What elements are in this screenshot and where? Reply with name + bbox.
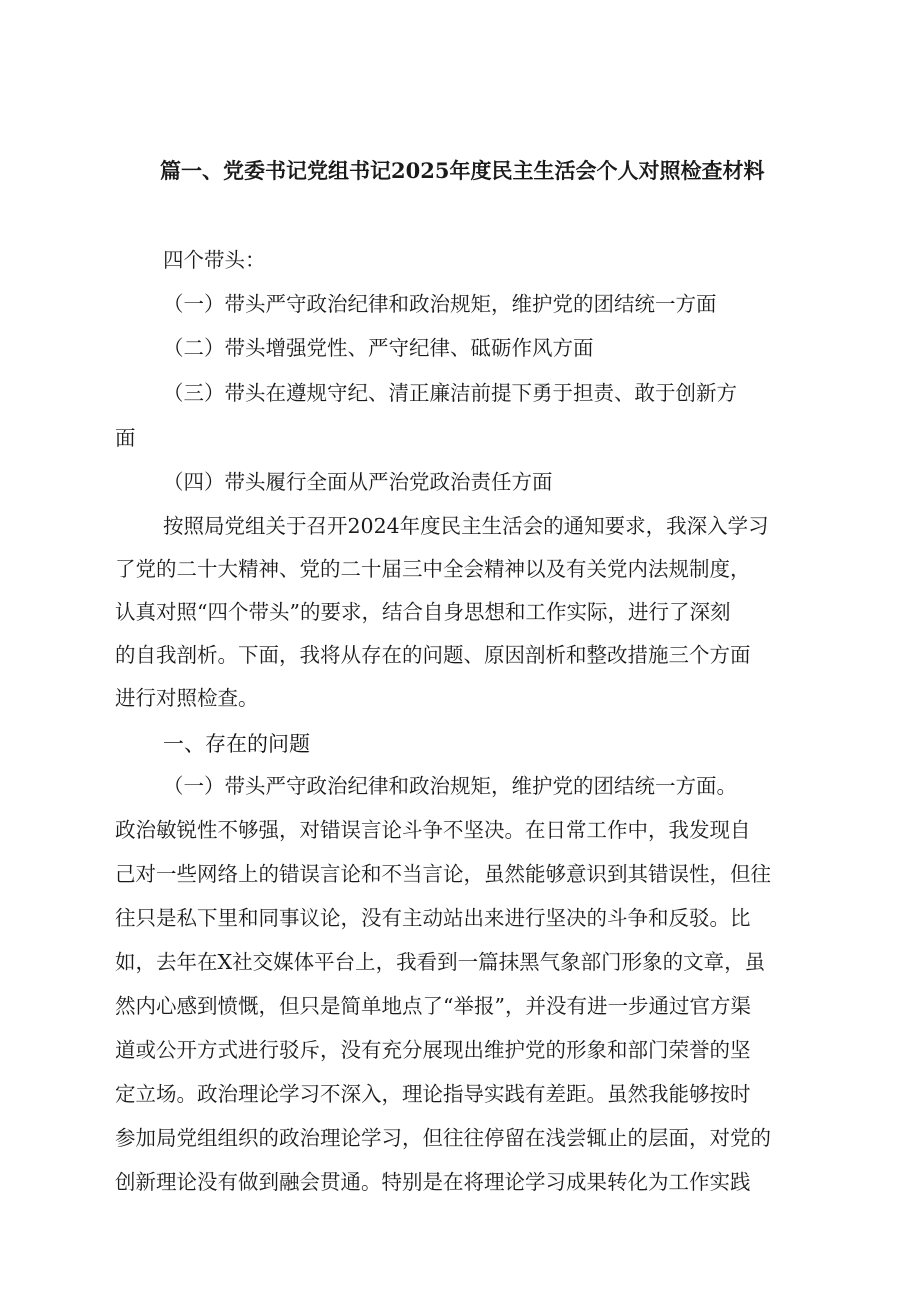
paragraph-line: 进行对照检查。 bbox=[115, 686, 259, 710]
paragraph-line: 认真对照“四个带头”的要求，结合自身思想和工作实际，进行了深刻 bbox=[115, 600, 731, 624]
paragraph-line: 往只是私下里和同事议论，没有主动站出来进行坚决的斗争和反驳。比 bbox=[115, 906, 751, 930]
paragraph-line: 然内心感到愤慨，但只是简单地点了“举报”，并没有进一步通过官方渠 bbox=[115, 994, 751, 1018]
paragraph-line: 的自我剖析。下面，我将从存在的问题、原因剖析和整改措施三个方面 bbox=[115, 643, 751, 667]
list-item-continuation: 面 bbox=[115, 426, 136, 450]
list-item: （一）带头严守政治纪律和政治规矩，维护党的团结统一方面 bbox=[163, 292, 717, 316]
paragraph-line: （一）带头严守政治纪律和政治规矩，维护党的团结统一方面。 bbox=[163, 774, 737, 798]
paragraph-line: 道或公开方式进行驳斥，没有充分展现出维护党的形象和部门荣誉的坚 bbox=[115, 1038, 751, 1062]
list-item: （二）带头增强党性、严守纪律、砥砺作风方面 bbox=[163, 336, 594, 360]
paragraph-line: 按照局党组关于召开2024年度民主生活会的通知要求，我深入学习 bbox=[163, 514, 769, 538]
paragraph-line: 政治敏锐性不够强，对错误言论斗争不坚决。在日常工作中，我发现自 bbox=[115, 818, 751, 842]
paragraph-line: 创新理论没有做到融会贯通。特别是在将理论学习成果转化为工作实践 bbox=[115, 1170, 751, 1194]
paragraph-line: 己对一些网络上的错误言论和不当言论，虽然能够意识到其错误性，但往 bbox=[115, 862, 771, 886]
list-item: （三）带头在遵规守纪、清正廉洁前提下勇于担责、敢于创新方 bbox=[163, 381, 737, 405]
section-heading: 一、存在的问题 bbox=[163, 732, 310, 756]
paragraph-line: 了党的二十大精神、党的二十届三中全会精神以及有关党内法规制度， bbox=[115, 557, 751, 581]
paragraph-line: 定立场。政治理论学习不深入，理论指导实践有差距。虽然我能够按时 bbox=[115, 1082, 751, 1106]
intro-label: 四个带头： bbox=[163, 248, 266, 272]
paragraph-line: 参加局党组组织的政治理论学习，但往往停留在浅尝辄止的层面，对党的 bbox=[115, 1126, 771, 1150]
paragraph-line: 如，去年在X社交媒体平台上，我看到一篇抹黑气象部门形象的文章，虽 bbox=[115, 950, 766, 974]
document-title: 篇一、党委书记党组书记2025年度民主生活会个人对照检查材料 bbox=[160, 158, 765, 183]
list-item: （四）带头履行全面从严治党政治责任方面 bbox=[163, 470, 553, 494]
